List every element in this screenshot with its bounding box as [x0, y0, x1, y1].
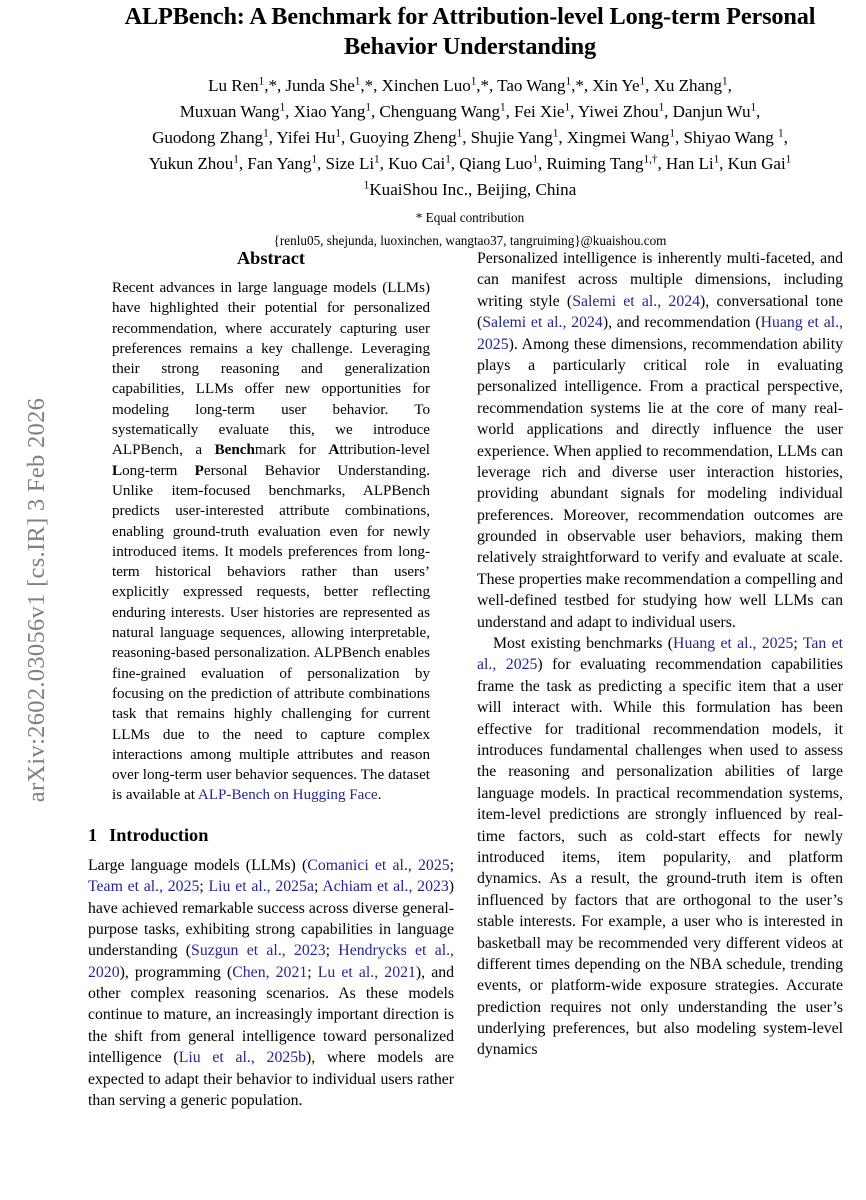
author-affiliation-marker: 1 [750, 101, 757, 114]
text-run: Large language models (LLMs) ( [88, 856, 308, 874]
author-affiliation-marker: 1 [669, 127, 675, 139]
text-run: ttribution-level [339, 442, 430, 459]
abstract-body [88, 278, 454, 806]
author-affiliation-marker: 1 [374, 152, 380, 165]
citation-link[interactable]: Huang et al., 2025 [477, 314, 844, 353]
two-column-body [74, 248, 866, 1200]
citation-link[interactable]: Salemi et al., 2024 [572, 292, 701, 310]
text-run: ; [313, 878, 323, 896]
text-run: Personalized intelligence is inherently multi-faceted, and can manifest across multiple dimensions, including writing style ( [477, 250, 843, 310]
author-affiliation-marker: 1 [713, 152, 720, 165]
author-affiliation-marker: 1 [565, 75, 572, 88]
author-line: Guodong Zhang$^1$, Yifei Hu$^1$, Guoying Zheng$^1$, Shujie Yang$^1$, Xingmei Wang$^1$, Shiyao Wang $^1$, [152, 127, 788, 147]
author-affiliation-marker: 1 [445, 152, 451, 165]
author-affiliation-marker: 1 [335, 127, 342, 139]
author-affiliation-marker: 1 [279, 101, 286, 114]
author-affiliation-marker: 1 [564, 101, 571, 114]
right-column [477, 248, 843, 1200]
text-run: ), where models are expected to adapt their behavior to individual users rather than serving a generic population. [88, 1049, 454, 1110]
author-line: Muxuan Wang$^1$, Xiao Yang$^1$, Chenguang Wang$^1$, Fei Xie$^1$, Yiwei Zhou$^1$, Danjun Wu$^1$, [179, 101, 761, 121]
text-run: ) have achieved remarkable success across diverse general-purpose tasks, exhibiting strong capabilities in language understanding ( [88, 878, 455, 960]
author-affiliation-marker: 1 [311, 152, 318, 165]
arxiv-identifier-text: arXiv:2602.03056v1 [cs.IR] 3 Feb 2026 [23, 397, 50, 803]
citation-link[interactable]: Hendrycks et al., 2020 [88, 942, 455, 981]
author-affiliation-marker: 1 [470, 75, 477, 88]
citation-link[interactable]: Suzgun et al., 2023 [191, 942, 326, 960]
section-heading-introduction [88, 825, 454, 846]
text-run: ; [307, 963, 318, 981]
text-run: Most existing benchmarks ( [493, 635, 674, 653]
citation-link[interactable]: Team et al., 2025 [88, 878, 200, 896]
paper-page [74, 0, 866, 1200]
text-run: ) for evaluating recommendation capabilities frame the task as predicting a specific item that a user will interact with. While this formulation has been effective for traditional recommendation models, it introduces fundamental challenges when used to assess the reasoning and personalization abilities of large language models. In practical recommendation systems, item-level predictions are strongly influenced by real-time factors, such as cold-start effects for newly introduced items, item popularity, and platform dynamics. As a result, the ground-truth item is often influenced by factors that are orthogonal to the user’s stable interests. For example, a user who is interested in basketball may be recommended very different videos at different times depending on the NBA schedule, trending events, or platform-wide exposure strategies. Accurate prediction requires not only understanding the user’s underlying preferences, but also modeling system-level dynamics [477, 656, 844, 1059]
text-run: ), programming ( [119, 963, 233, 981]
text-run: ), conversational tone ( [477, 292, 843, 332]
text-run: ), and other complex reasoning scenarios. As these models continue to mature, an increasingly important direction is the shift from general intelligence toward personalized intelligence ( [88, 963, 455, 1067]
page-title: ALPBench: A Benchmark for Attribution-level Long-term Personal Behavior Understanding [124, 3, 816, 60]
arxiv-stamp [0, 0, 74, 1200]
left-column [88, 248, 454, 1200]
emphasis: A [328, 442, 340, 459]
author-affiliation-marker: 1 [532, 152, 538, 165]
author-affiliation-marker: 1 [365, 101, 371, 114]
author-affiliation-marker: 1 [456, 127, 463, 139]
text-run: Recent advances in large language models (LLMs) have highlighted their potential for personalized recommendation, where accurately capturing user preferences remains a key challenge. Leveraging their strong reasoning and generalization capabilities, LLMs offer new opportunities for modeling long-term user behavior. To systematically evaluate this, we introduce ALPBench, a [112, 280, 430, 459]
text-run: ong-term [122, 462, 195, 479]
text-run: mark for [254, 442, 329, 459]
emphasis: Bench [214, 442, 255, 459]
affiliation-marker: 1 [363, 178, 370, 191]
citation-link[interactable]: Huang et al., 2025 [673, 635, 794, 653]
author-affiliation-marker: 1 [263, 127, 269, 139]
section-number: 1 [88, 824, 98, 845]
text-run: ). Among these dimensions, recommendation ability plays a particularly critical role in evaluating personalized intelligence. From a practical perspective, recommendation systems lie at the core of many real-world applications and directly influence the user experience. When applied to recommendation, LLMs can leverage rich and diverse user interaction histories, providing abundant signals for modeling individual preferences. Moreover, recommendation outcomes are grounded in observable user behaviors, making them relatively straightforward to verify and evaluate at scale. These properties make recommendation a compelling and well-defined testbed for studying how well LLMs can understand and adapt to individual users. [477, 335, 843, 631]
citation-link[interactable]: Lu et al., 2021 [317, 963, 416, 981]
text-run: ), and recommendation ( [602, 314, 761, 332]
title-block [74, 0, 866, 249]
citation-link[interactable]: Chen, 2021 [232, 963, 308, 981]
abstract-heading: Abstract [236, 248, 306, 268]
affiliation: $^1$KuaiShou Inc., Beijing, China [363, 178, 577, 199]
author-affiliation-marker: 1,† [643, 152, 658, 165]
author-affiliation-marker: 1 [658, 101, 665, 114]
author-affiliation-marker: 1 [499, 101, 506, 114]
citation-link[interactable]: Comanici et al., 2025 [307, 856, 450, 874]
text-run: . [377, 787, 382, 804]
citation-link[interactable]: Liu et al., 2025a [208, 878, 314, 896]
emphasis: P [194, 462, 204, 479]
author-affiliation-marker: 1 [778, 127, 784, 139]
text-run: ; [199, 878, 209, 896]
citation-link[interactable]: Liu et al., 2025b [178, 1049, 307, 1067]
author-line: Lu Ren$^1$,*, Junda She$^1$,*, Xinchen Luo$^1$,*, Tao Wang$^1$,*, Xin Ye$^1$, Xu Zhang$^1$, [208, 75, 732, 95]
contact-email: {renlu05, shejunda, luoxinchen, wangtao37, tangruiming}@kuaishou.com [273, 232, 667, 248]
author-affiliation-marker: 1 [258, 75, 265, 88]
author-list [88, 73, 852, 177]
text-run: ; [793, 635, 803, 653]
author-affiliation-marker: 1 [722, 75, 728, 88]
paragraph [477, 633, 843, 1061]
section-title: Introduction [109, 824, 209, 845]
author-affiliation-marker: 1 [552, 127, 559, 139]
author-affiliation-marker: 1 [785, 152, 792, 165]
author-line: Yukun Zhou$^1$, Fan Yang$^1$, Size Li$^1$, Kuo Cai$^1$, Qiang Luo$^1$, Ruiming Tang$^{1,\dagger}$, Han Li$^1$, Kun Gai$^1$ [148, 152, 792, 173]
author-affiliation-marker: 1 [233, 152, 239, 165]
equal-contribution-note: * Equal contribution [415, 209, 525, 225]
emphasis: L [112, 462, 123, 479]
paragraph [477, 248, 843, 633]
text-run: ; [325, 942, 339, 960]
paragraph [88, 855, 454, 1112]
author-affiliation-marker: 1 [354, 75, 361, 88]
citation-link[interactable]: Tan et al., 2025 [477, 635, 843, 674]
citation-link[interactable]: Salemi et al., 2024 [482, 314, 603, 332]
text-run: ; [449, 856, 455, 874]
text-run: ersonal Behavior Understanding. Unlike item-focused benchmarks, ALPBench predicts user-interested attribute combinations, enabling ground-truth evaluation even for newly introduced items. It models preferences from long-term historical behaviors rather than users’ explicitly expressed requests, better reflecting enduring interests. User histories are represented as natural language sequences, allowing interpretable, reasoning-based personalization. ALPBench enables fine-grained evaluation of personalization by focusing on the prediction of attribute combinations task that remains highly challenging for current LLMs due to the need to capture complex interactions among multiple attributes and reason over long-term user behavior sequences. The dataset is available at [112, 462, 430, 804]
dataset-link[interactable]: ALP-Bench on Hugging Face [197, 787, 378, 804]
citation-link[interactable]: Achiam et al., 2023 [322, 878, 449, 896]
author-affiliation-marker: 1 [639, 75, 646, 88]
